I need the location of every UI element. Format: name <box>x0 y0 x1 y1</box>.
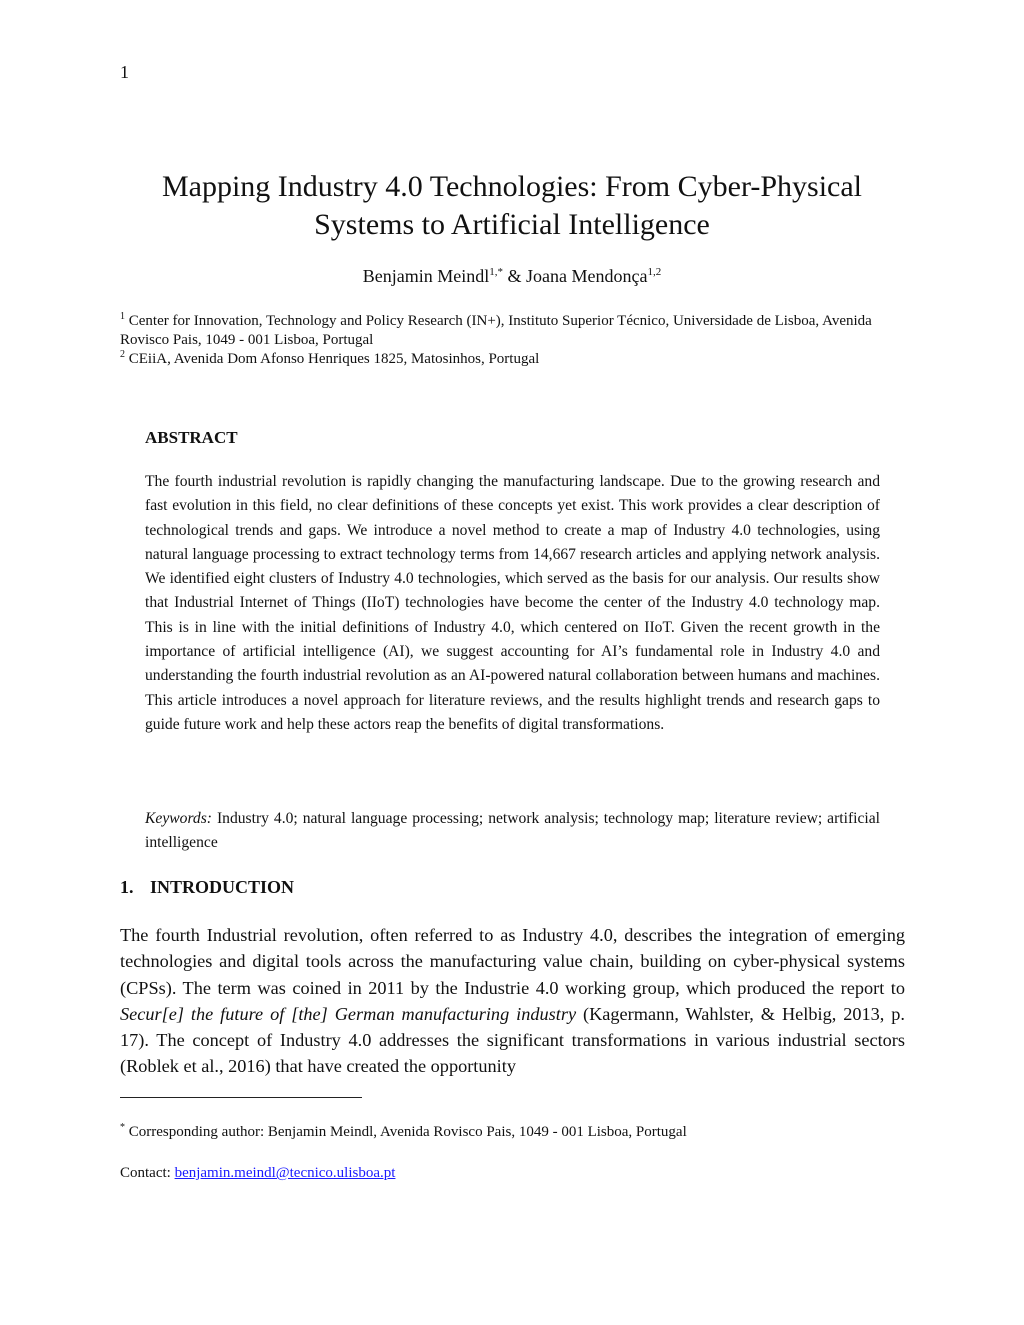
section-number: 1. <box>120 877 134 897</box>
report-title: Secur[e] the future of [the] German manufacturing industry <box>120 1003 577 1024</box>
introduction-paragraph <box>120 922 905 1080</box>
affiliation-2-marker: 2 <box>120 349 125 360</box>
abstract-heading: ABSTRACT <box>145 428 238 447</box>
footnote-corresponding-author <box>120 1124 687 1141</box>
author-1-name: Benjamin Meindl <box>362 266 490 286</box>
introduction-text-part-1: The fourth Industrial revolution, often referred to as Industry 4.0, describes the integration of emerging technologies and digital tools across the manufacturing value chain, building on cyber-physical systems (CPSs). The term was coined in 2011 by the Industrie 4.0 working group, which produced the report to <box>120 925 905 998</box>
keywords <box>145 807 880 856</box>
affiliations <box>120 312 910 369</box>
abstract-body: The fourth industrial revolution is rapidly changing the manufacturing landscape. Due to the growing research and fast evolution in this field, no clear definitions of these concepts yet exist. This work provides a clear description of technological trends and gaps. We introduce a novel method to create a map of Industry 4.0 technologies, using natural language processing to extract technology terms from 14,667 research articles and applying network analysis. We identified eight clusters of Industry 4.0 technologies, which served as the basis for our analysis. Our results show that Industrial Internet of Things (IIoT) technologies have become the center of the Industry 4.0 technology map. This is in line with the initial definitions of Industry 4.0, which centered on IIoT. Given the recent growth in the importance of artificial intelligence (AI), we suggest accounting for AI’s fundamental role in Industry 4.0 and understanding the fourth industrial revolution as an AI-powered natural collaboration between humans and machines. This article introduces a novel approach for literature reviews, and the results highlight trends and research gaps to guide future work and help these actors reap the benefits of digital transformations. <box>145 473 880 733</box>
section-title: INTRODUCTION <box>150 877 295 897</box>
affiliation-2-text: CEiiA, Avenida Dom Afonso Henriques 1825, Matosinhos, Portugal <box>125 351 540 367</box>
footnote-marker: * <box>120 1122 125 1133</box>
paper-title <box>0 168 1024 244</box>
author-1-affiliation-marker: 1,* <box>489 266 503 278</box>
footnote-divider <box>120 1097 362 1098</box>
paper-title-line-1: Mapping Industry 4.0 Technologies: From Cyber-Physical <box>161 170 862 203</box>
author-separator: & <box>503 266 527 286</box>
contact-line <box>120 1165 395 1182</box>
paper-title-line-2: Systems to Artificial Intelligence <box>314 208 710 241</box>
section-heading-introduction <box>120 877 294 898</box>
affiliation-1 <box>120 312 910 350</box>
keywords-text: Industry 4.0; natural language processing; network analysis; technology map; literature review; artificial intelligence <box>145 810 880 852</box>
affiliation-1-text: Center for Innovation, Technology and Policy Research (IN+), Instituto Superior Técnico, Universidade de Lisboa, Avenida Rovisco Pais, 1049 - 001 Lisboa, Portugal <box>120 313 872 348</box>
keywords-label: Keywords: <box>145 810 212 827</box>
author-2-name: Joana Mendonça <box>526 266 648 286</box>
introduction-text-part-2: (Kagermann, Wahlster, & Helbig, 2013, p. 17). The concept of Industry 4.0 addresses the significant transformations in various industrial sectors (Roblek et al., 2016) that have created the opportunity <box>120 1003 905 1077</box>
contact-label: Contact: <box>120 1165 175 1181</box>
page-number: 1 <box>120 62 129 82</box>
footnote-text: Corresponding author: Benjamin Meindl, Avenida Rovisco Pais, 1049 - 001 Lisboa, Portugal <box>125 1124 687 1140</box>
author-list <box>0 266 1024 287</box>
affiliation-2 <box>120 350 910 369</box>
author-2-affiliation-marker: 1,2 <box>647 266 662 278</box>
affiliation-1-marker: 1 <box>120 311 125 322</box>
contact-email-link[interactable]: benjamin.meindl@tecnico.ulisboa.pt <box>174 1165 396 1181</box>
